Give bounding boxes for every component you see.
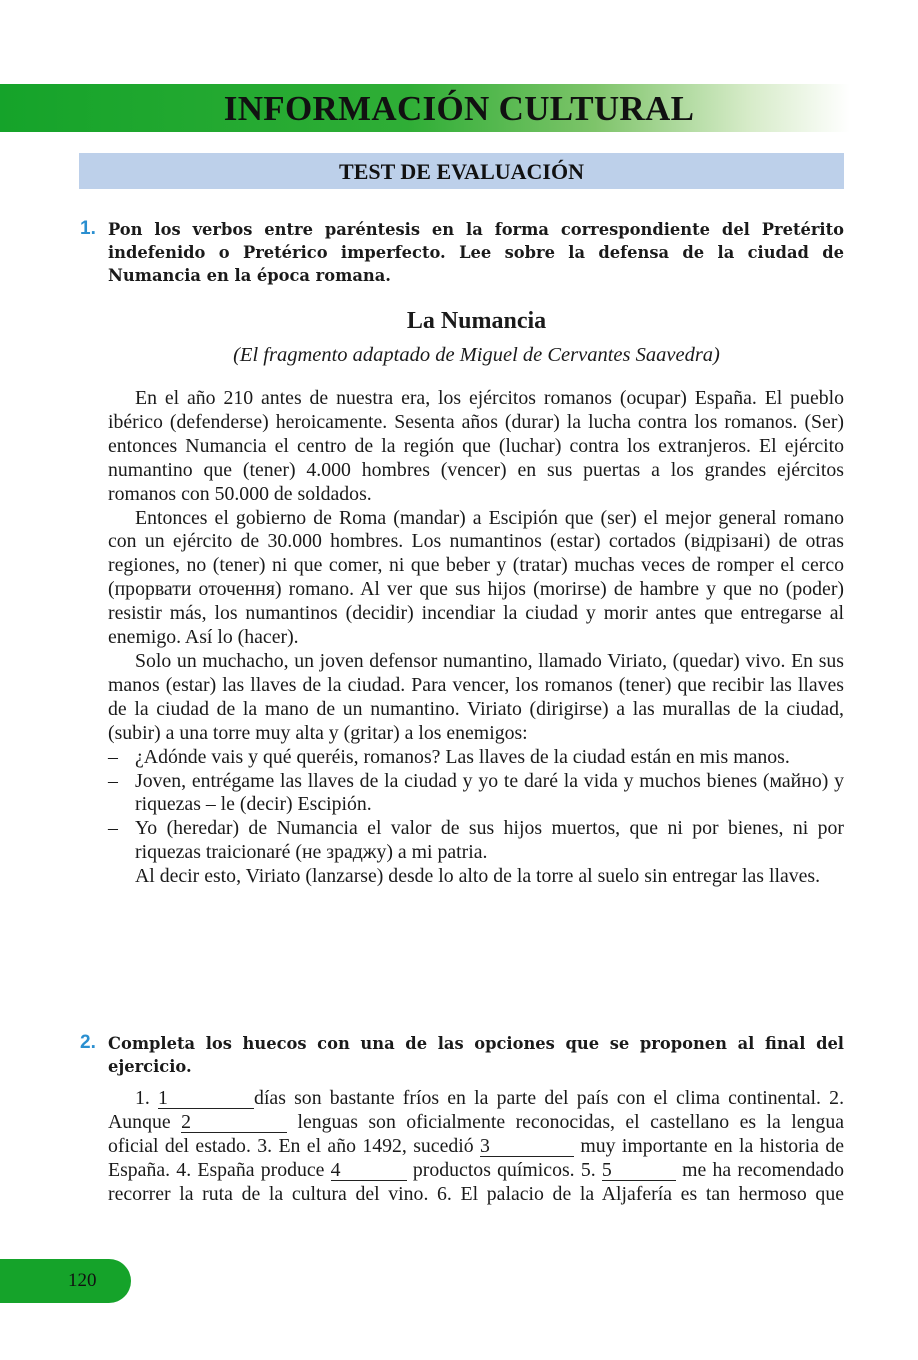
story-paragraph-2: Entonces el gobierno de Roma (mandar) a Escipión que (ser) el mejor general romano con un ejército de 30.000 hombres. Los numantinos (estar) cortados (відрізані) de otras regiones, no (tener) ni que comer, ni que beber y (tratar) muchas veces de romper el cerco (прорвати оточення) romano. Al ver que sus hijos (morirse) de hambre y que no (poder) resistir más, los numantinos (decidir) incendiar la ciudad y morir antes que entregarse al enemigo. Así lo (hacer). — [108, 506, 844, 649]
blank-3: 3 — [480, 1137, 574, 1157]
story-text — [108, 387, 844, 889]
page-number-tab — [0, 1259, 131, 1303]
gap-text-segment: 1. — [135, 1087, 159, 1109]
gap-fill-text — [108, 1087, 844, 1207]
gap-text-segment: productos químicos. 5. — [406, 1158, 602, 1181]
gap-text-segment: muy importante en la historia de España. 4. España produce — [108, 1134, 844, 1181]
story-subtitle: (El fragmento adaptado de Miguel de Cervantes Saavedra) — [233, 344, 720, 366]
dialogue-line-1: – ¿Adónde vais y qué queréis, romanos? Las llaves de la ciudad están en mis manos. — [108, 746, 844, 770]
gap-text-segment: lenguas son oficialmente reconocidas, el castellano es la lengua oficial del estado. 3. En el año 1492, sucedió — [108, 1110, 844, 1157]
blank-1: 1 — [158, 1089, 254, 1109]
task-1-number: 1. — [80, 218, 96, 239]
blank-2: 2 — [181, 1113, 287, 1133]
task-2-instruction: Completa los huecos con una de las opciones que se proponen al final del ejercicio. — [108, 1034, 844, 1076]
dialogue-line-2: – Joven, entrégame las llaves de la ciudad y yo te daré la vida y muchos bienes (майно) y riquezas – le (decir) Escipión. — [108, 770, 844, 818]
dialogue-line-3: – Yo (heredar) de Numancia el valor de sus hijos muertos, que ni por bienes, ni por riquezas traicionaré (не зраджу) a mi patria. — [108, 817, 844, 865]
story-closing: Al decir esto, Viriato (lanzarse) desde lo alto de la torre al suelo sin entregar las llaves. — [135, 865, 821, 888]
story-paragraph-1: En el año 210 antes de nuestra era, los ejércitos romanos (ocupar) España. El pueblo ibérico (defenderse) heroicamente. Sesenta años (durar) la lucha contra los romanos. (Ser) entonces Numancia el centro de la región que (luchar) contra los extranjeros. El ejército numantino que (tener) 4.000 hombres (vencer) en sus puertas a los grandes ejércitos romanos con 50.000 de soldados. — [108, 387, 844, 505]
blank-4: 4 — [331, 1161, 407, 1181]
gap-text-segment: me ha recomendado recorrer la ruta de la cultura del vino. 6. El palacio de la Aljafería es tan hermoso que — [108, 1158, 844, 1205]
section-heading: TEST DE EVALUACIÓN — [79, 153, 844, 189]
page-number: 120 — [68, 1270, 97, 1291]
blank-5: 5 — [602, 1161, 676, 1181]
story-paragraph-3: Solo un muchacho, un joven defensor numantino, llamado Viriato, (quedar) vivo. En sus manos (estar) las llaves de la ciudad. Para vencer, los romanos (tener) que recibir las llaves de la ciudad de la mano de un numantino. Viriato (dirigirse) a las murallas de la ciudad, (subir) a una torre muy alta y (gritar) a los enemigos: — [108, 649, 844, 744]
task-2-number: 2. — [80, 1032, 96, 1053]
page-title: INFORMACIÓN CULTURAL — [223, 89, 695, 128]
story-title: La Numancia — [406, 308, 547, 334]
gap-fill-paragraph — [108, 1087, 844, 1207]
task-1-instruction: Pon los verbos entre paréntesis en la forma correspondiente del Pretérito indefenido o Pretérico imperfecto. Lee sobre la defensa de la ciudad de Numancia en la época romana. — [108, 220, 844, 285]
gap-text-segment: días son bastante fríos en la parte del país con el clima continental. 2. Aunque — [108, 1087, 845, 1133]
